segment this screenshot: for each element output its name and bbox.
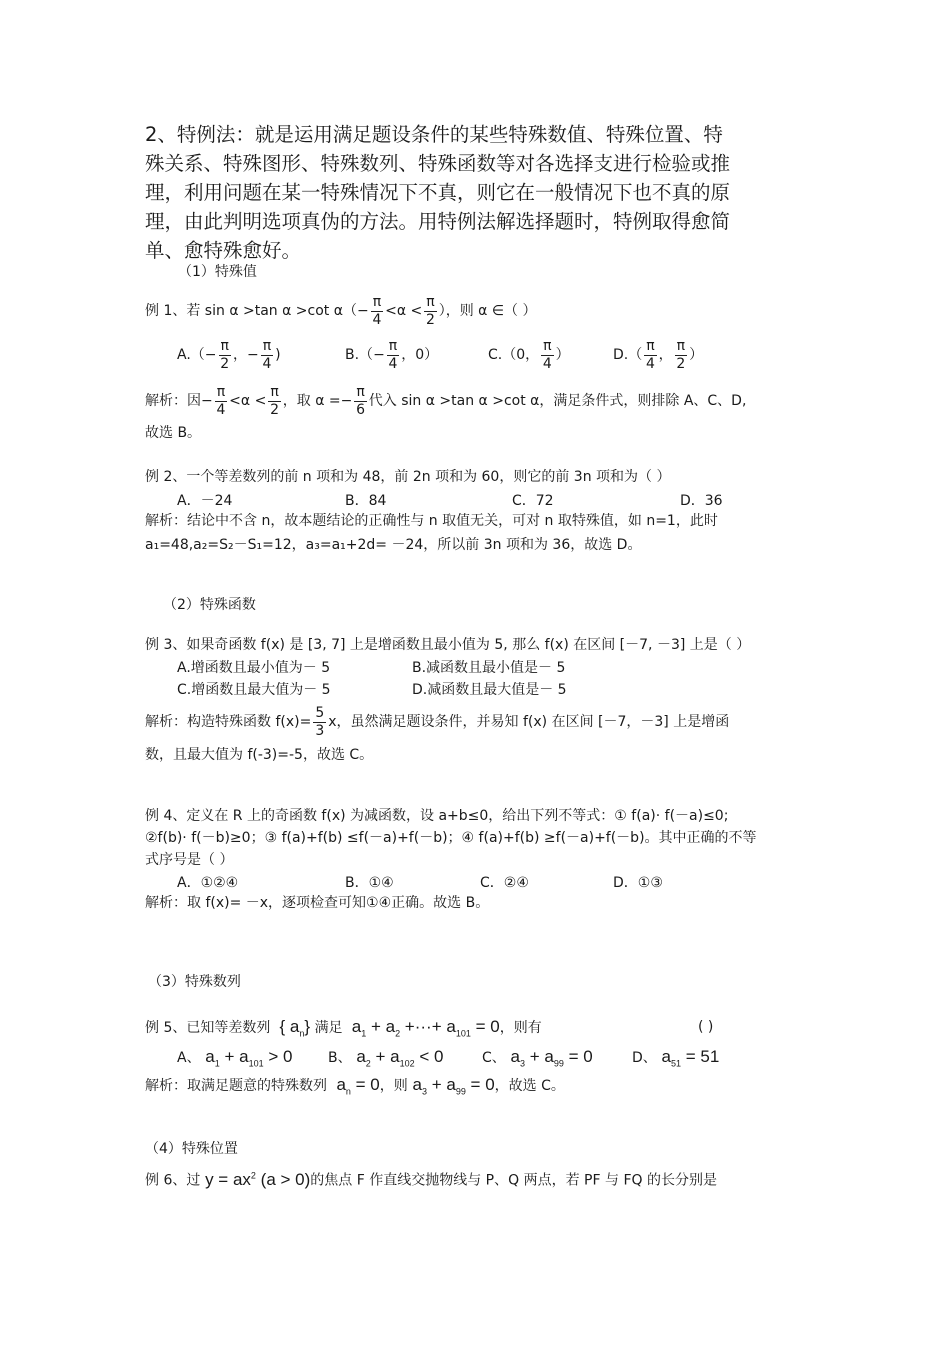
intro-line: 2、特例法：就是运用满足题设条件的某些特殊数值、特殊位置、特 <box>145 123 723 146</box>
example-2-question: 例 2、一个等差数列的前 n 项和为 48，前 2n 项和为 60，则它的前 3n 项和为（ ） <box>145 469 671 485</box>
example-1-option-a: A.（− $\frac{\pi}{2}$ ，− $\frac{\pi}{4}$ ) <box>177 337 281 372</box>
example-3-solution-line-2: 数，且最大值为 f(-3)=-5，故选 C。 <box>145 747 374 763</box>
example-4-question-line-2: ②f(b)· f(－b)≥0；③ f(a)+f(b) ≤f(－a)+f(－b)；④ f(a)+f(b) ≥f(－a)+f(－b)。其中正确的不等 <box>145 830 757 846</box>
example-4-option-b: B．①④ <box>345 875 394 891</box>
example-5-question: 例 5、已知等差数列 { $a_n$} 满足 $a_1 + a_2$ +···+ $a_{101} = 0$，则有 <box>145 1017 542 1039</box>
example-2-option-b: B．84 <box>345 493 387 509</box>
section-heading-special-values: （1）特殊值 <box>178 264 257 280</box>
section-heading-special-positions: （4）特殊位置 <box>145 1141 238 1157</box>
example-2-solution: 解析：结论中不含 n，故本题结论的正确性与 n 取值无关，可对 n 取特殊值，如 n=1，此时 <box>145 513 718 529</box>
example-4-option-c: C．②④ <box>480 875 529 891</box>
example-1-solution: 解析：因− $\frac{\pi}{4}$ <α < $\frac{\pi}{2}$ ，取 α =− $\frac{\pi}{6}$ 代入 sin α >tan α >cot α，满足条件式，则排除 A、C、D, <box>145 383 747 418</box>
example-2-option-c: C．72 <box>512 493 554 509</box>
intro-line: 单、愈特殊愈好。 <box>145 239 302 262</box>
example-3-question: 例 3、如果奇函数 f(x) 是 [3, 7] 上是增函数且最小值为 5, 那么 f(x) 在区间 [－7, －3] 上是（ ） <box>145 637 751 653</box>
example-4-option-d: D．①③ <box>613 875 663 891</box>
example-4-question-line-1: 例 4、定义在 R 上的奇函数 f(x) 为减函数，设 a+b≤0，给出下列不等式：① f(a)· f(－a)≤0; <box>145 808 729 824</box>
section-heading-special-sequences: （3）特殊数列 <box>148 974 241 990</box>
example-5-option-a: A、 $a_1 + a_{101} > 0$ <box>177 1047 293 1069</box>
fraction-pi-over-4: $\frac{\pi}{4}$ <box>372 293 382 328</box>
example-5-answer-paren: ( ) <box>698 1019 714 1035</box>
example-5-option-b: B、 $a_2 + a_{102} < 0$ <box>328 1047 444 1069</box>
example-1-option-c: C.（0， $\frac{\pi}{4}$ ） <box>488 337 570 372</box>
intro-line: 理，由此判明选项真伪的方法。用特例法解选择题时，特例取得愈简 <box>145 210 731 233</box>
example-3-option-d: D.减函数且最大值是－ 5 <box>412 682 567 698</box>
example-1-option-d: D.（ $\frac{\pi}{4}$ ， $\frac{\pi}{2}$ ） <box>613 337 704 372</box>
example-1-solution-line-2: 故选 B。 <box>145 425 202 441</box>
example-5-solution: 解析：取满足题意的特殊数列 $a_n = 0$，则 $a_3 + a_{99} = 0$，故选 C。 <box>145 1075 565 1097</box>
example-5-option-d: D、 $a_{51} = 51$ <box>632 1047 720 1069</box>
example-3-option-c: C.增函数且最大值为－ 5 <box>177 682 331 698</box>
example-4-option-a: A．①②④ <box>177 875 239 891</box>
sum-condition: $a_1 + a_2$ +···+ $a_{101} = 0$ <box>347 1017 500 1039</box>
example-2-solution-line-2: a₁=48,a₂=S₂－S₁=12，a₃=a₁+2d= －24，所以前 3n 项和为 36，故选 D。 <box>145 537 642 553</box>
example-6-question: 例 6、过 $y = ax^2$ (a > 0)的焦点 F 作直线交抛物线与 P、Q 两点，若 PF 与 FQ 的长分别是 <box>145 1169 717 1189</box>
intro-line: 理，利用问题在某一特殊情况下不真，则它在一般情况下也不真的原 <box>145 181 731 204</box>
example-4-question-line-3: 式序号是（ ） <box>145 852 234 868</box>
sequence-an: { $a_n$} <box>274 1017 311 1039</box>
example-1-question: 例 1、若 sin α >tan α >cot α（− $\frac{\pi}{4}$ <α < $\frac{\pi}{2}$ ），则 α ∈（ ） <box>145 293 537 328</box>
section-heading-special-functions: （2）特殊函数 <box>163 597 256 613</box>
intro-line: 殊关系、特殊图形、特殊数列、特殊函数等对各选择支进行检验或推 <box>145 152 731 175</box>
fraction-pi-over-2: $\frac{\pi}{2}$ <box>426 293 435 328</box>
parabola-equation: $y = ax^2$ (a > 0) <box>200 1169 311 1189</box>
intro-paragraph <box>145 120 730 265</box>
example-3-solution: 解析：构造特殊函数 f(x)= $\frac{5}{3}$ x，虽然满足题设条件，并易知 f(x) 在区间 [－7，－3] 上是增函 <box>145 704 730 739</box>
example-2-option-d: D．36 <box>680 493 723 509</box>
example-3-option-b: B.减函数且最小值是－ 5 <box>412 660 566 676</box>
example-2-option-a: A．－24 <box>177 493 233 509</box>
example-1-option-b: B.（− $\frac{\pi}{4}$ ，0） <box>345 337 439 372</box>
example-5-option-c: C、 $a_3 + a_{99} = 0$ <box>482 1047 593 1069</box>
fraction-5-over-3: $\frac{5}{3}$ <box>315 704 325 739</box>
example-4-solution: 解析：取 f(x)= －x，逐项检查可知①④正确。故选 B。 <box>145 895 490 911</box>
example-3-option-a: A.增函数且最小值为－ 5 <box>177 660 331 676</box>
